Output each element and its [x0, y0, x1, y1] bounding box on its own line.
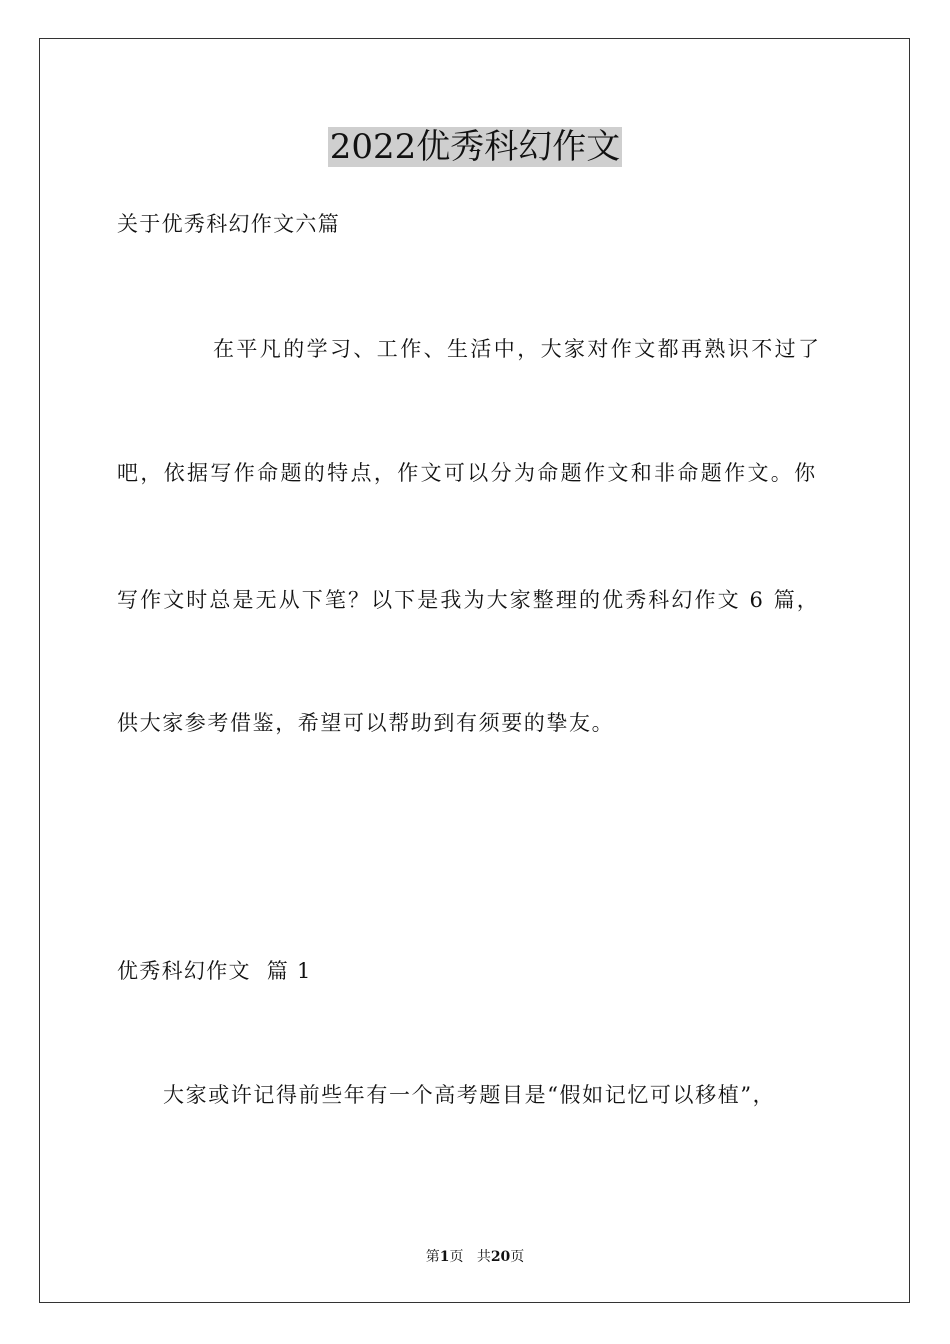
intro-line-3: 写作文时总是无从下笔？以下是我为大家整理的优秀科幻作文 6 篇， [117, 588, 820, 612]
page-footer [0, 1247, 950, 1267]
page-suffix: 页 [449, 1249, 464, 1265]
document-title [0, 124, 950, 170]
intro-line-4: 供大家参考借鉴，希望可以帮助到有须要的挚友。 [117, 711, 615, 735]
total-prefix: 共 [476, 1249, 491, 1265]
intro-line-2: 吧，依据写作命题的特点，作文可以分为命题作文和非命题作文。你 [117, 461, 818, 485]
document-subtitle: 关于优秀科幻作文六篇 [117, 212, 340, 236]
total-pages: 20 [490, 1249, 511, 1265]
section-paragraph-line: 大家或许记得前些年有一个高考题目是“假如记忆可以移植”， [163, 1083, 776, 1107]
title-text: 2022优秀科幻作文 [329, 127, 621, 167]
intro-line-1: 在平凡的学习、工作、生活中，大家对作文都再熟识不过了 [213, 337, 822, 361]
section-heading: 优秀科幻作文 篇 1 [117, 959, 312, 983]
page-number: 1 [439, 1249, 450, 1265]
page-prefix: 第 [425, 1249, 440, 1265]
total-suffix: 页 [510, 1249, 525, 1265]
